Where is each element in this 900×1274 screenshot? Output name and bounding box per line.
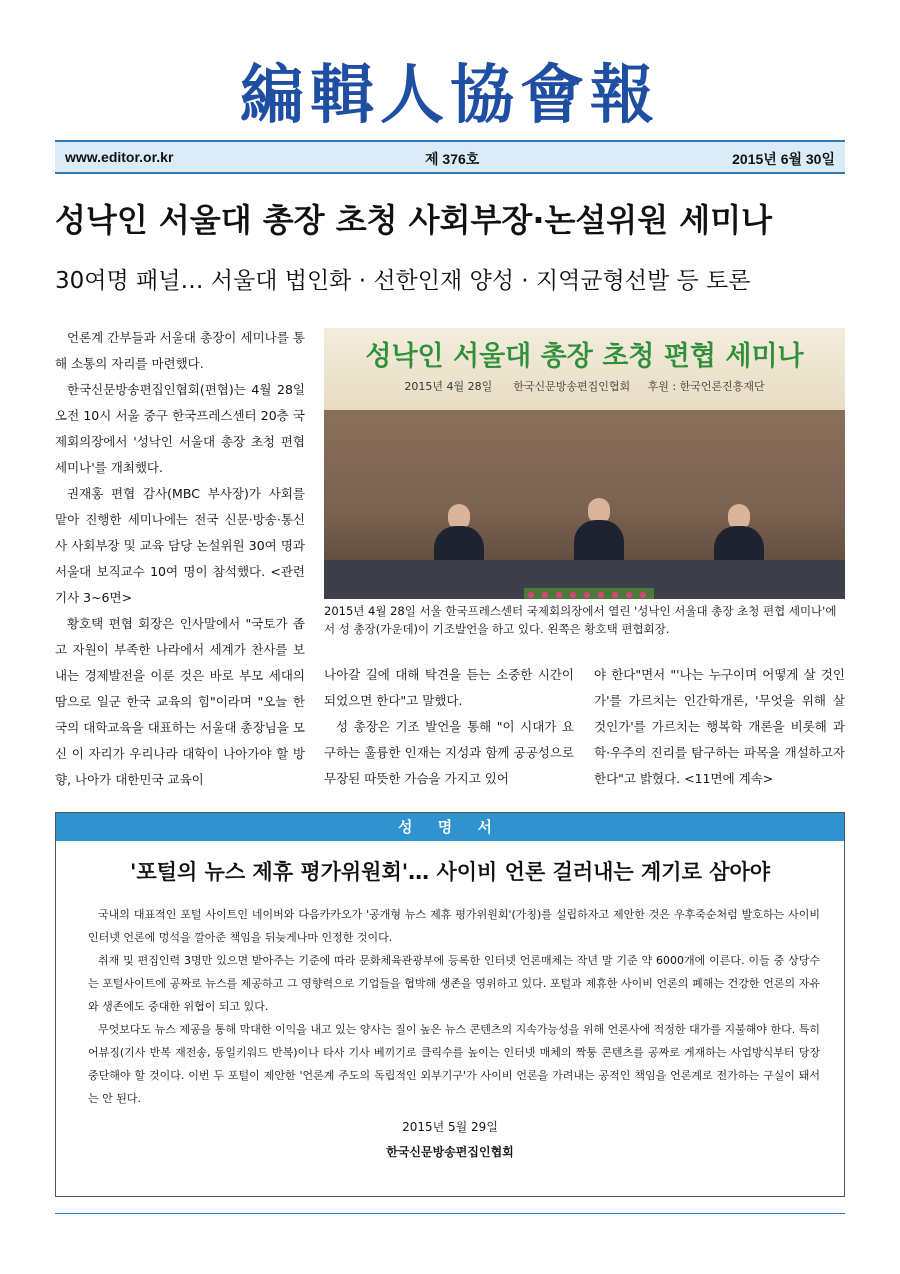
statement-paragraph: 무엇보다도 뉴스 제공을 통해 막대한 이익을 내고 있는 양사는 질이 높은 뉴스 콘텐츠의 지속가능성을 위해 언론사에 적정한 대가를 지불해야 한다. 특히 어뷰징(기사 반복 재전송, 동일키워드 반복)이나 타사 기사 베끼기로 클릭수를 높이는 인터넷 매체의 짝퉁 콘텐츠를 공짜로 게재하는 사업방식부터 당장 중단해야 할 것이다. 이번 두 포털이 제안한 '언론계 주도의 독립적인 외부기구'가 사이비 언론을 가려내는 공적인 책임을 언론계로 전가하는 구실이 돼서는 안 된다.: [88, 1023, 820, 1105]
issue-info-bar: [55, 140, 845, 174]
statement-paragraph: 국내의 대표적인 포털 사이트인 네이버와 다음카카오가 '공개형 뉴스 제휴 평가위원회'(가칭)를 설립하자고 제안한 것은 우후죽순처럼 발호하는 사이비 인터넷 언론에 멍석을 깔아준 책임을 뒤늦게나마 인정한 것이다.: [88, 908, 820, 944]
issue-number: 제 376호: [425, 151, 480, 167]
statement-organization: 한국신문방송편집인협회: [386, 1145, 514, 1159]
article-subheadline: 30여명 패널… 서울대 법인화 · 선한인재 양성 · 지역균형선발 등 토론: [55, 268, 751, 294]
bottom-divider: [55, 1213, 845, 1214]
article-middle-column: [324, 662, 574, 792]
article-paragraph: 언론계 간부들과 서울대 총장이 세미나를 통해 소통의 자리를 마련했다.: [55, 330, 305, 371]
issue-date: 2015년 6월 30일: [732, 151, 835, 167]
statement-title: '포털의 뉴스 제휴 평가위원회'… 사이비 언론 걸러내는 계기로 삼아야: [129, 860, 771, 884]
article-paragraph: 성 총장은 기조 발언을 통해 "이 시대가 요구하는 훌륭한 인재는 지성과 함께 공공성으로 무장된 따뜻한 가슴을 가지고 있어: [324, 719, 574, 786]
statement-box: [55, 812, 845, 1197]
statement-header: 성 명 서: [56, 813, 844, 841]
article-right-column: [594, 662, 845, 792]
statement-body: [88, 903, 820, 1110]
website-link[interactable]: www.editor.or.kr: [65, 149, 174, 165]
banner-title: 성낙인 서울대 총장 초청 편협 세미나: [365, 341, 804, 372]
article-headline: 성낙인 서울대 총장 초청 사회부장·논설위원 세미나: [55, 201, 773, 239]
article-left-column: [55, 325, 305, 793]
statement-paragraph: 취재 및 편집인력 3명만 있으면 받아주는 기준에 따라 문화체육관광부에 등록한 인터넷 언론매체는 작년 말 기준 약 6000개에 이른다. 이들 중 상당수는 포털사이트에 공짜로 뉴스를 제공하고 그 영향력으로 기업들을 협박해 생존을 영위하고 있다. 포털과 제휴한 사이비 언론의 폐해는 건강한 언론의 자유와 생존에도 중대한 위협이 되고 있다.: [88, 954, 820, 1013]
article-paragraph: 한국신문방송편집인협회(편협)는 4월 28일 오전 10시 서울 중구 한국프레스센터 20층 국제회의장에서 '성낙인 서울대 총장 초청 편협 세미나'를 개최했다.: [55, 382, 305, 475]
banner-date: 2015년 4월 28일: [404, 380, 493, 393]
conference-hall: [324, 410, 845, 599]
masthead-title: 編輯人協會報: [240, 58, 660, 133]
article-paragraph: 나아갈 길에 대해 탁견을 듣는 소중한 시간이 되었으면 한다"고 말했다.: [324, 667, 574, 708]
photo-banner: [324, 328, 845, 410]
article-paragraph: 권재홍 편협 감사(MBC 부사장)가 사회를 맡아 진행한 세미나에는 전국 신문·방송·통신사 사회부장 및 교육 담당 논설위원 30여 명과 서울대 보직교수 10여 명이 참석했다. <관련기사 3~6면>: [55, 486, 305, 605]
statement-date: 2015년 5월 29일: [402, 1120, 498, 1134]
article-paragraph: 야 한다"면서 "'나는 누구이며 어떻게 살 것인가'를 가르치는 인간학개론, '무엇을 위해 살 것인가'를 가르치는 행복학 개론을 비롯해 과학·우주의 진리를 탐구하는 파목을 개설하고자 한다"고 밝혔다. <11면에 계속>: [594, 667, 845, 786]
banner-sponsor: 후원 : 한국언론진흥재단: [647, 380, 765, 393]
photo-caption: 2015년 4월 28일 서울 한국프레스센터 국제회의장에서 열린 '성낙인 서울대 총장 초청 편협 세미나'에서 성 총장(가운데)이 기조발언을 하고 있다. 왼쪽은 황호택 편협회장.: [324, 604, 837, 636]
banner-subtitle: [324, 378, 845, 394]
flower-arrangement: [524, 588, 654, 599]
banner-host: 한국신문방송편집인협회: [513, 380, 631, 393]
article-paragraph: 황호택 편협 회장은 인사말에서 "국토가 좁고 자원이 부족한 나라에서 세계가 찬사를 보내는 경제발전을 이룬 것은 바로 부모 세대의 땀으로 일군 한국 교육의 힘"이라며 "오늘 한국의 대학교육을 대표하는 서울대 총장님을 모신 이 자리가 우리나라 대학이 나아가야 할 방향, 나아가 대한민국 교육이: [55, 616, 305, 787]
seminar-photo: [324, 328, 845, 599]
